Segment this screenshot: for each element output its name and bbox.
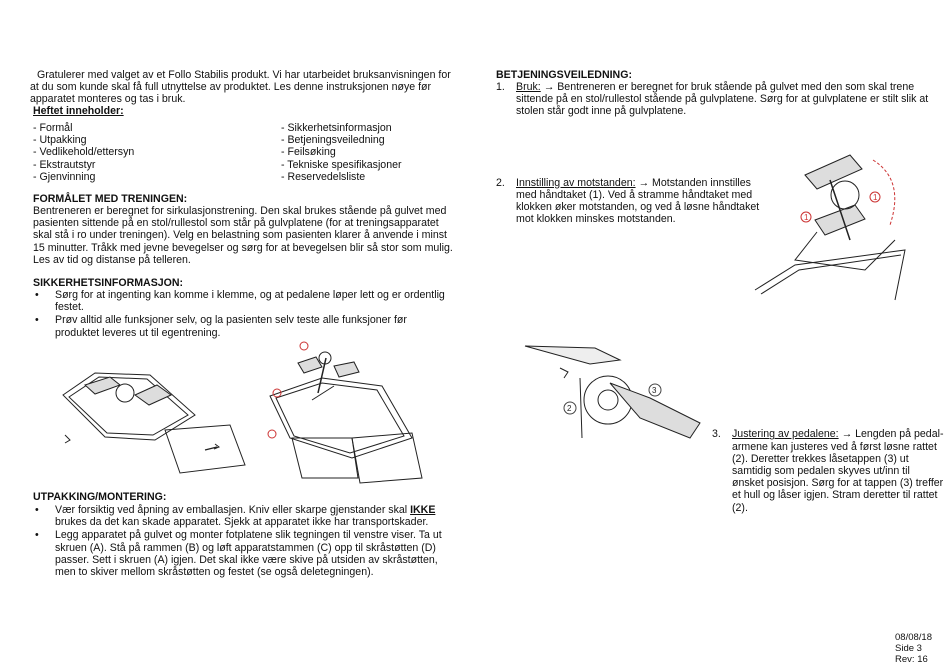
unpack-heading: UTPAKKING/MONTERING:: [33, 491, 167, 503]
frame-drawing-a: [55, 355, 255, 485]
contents-item: - Formål: [33, 122, 73, 134]
bullet: •: [35, 314, 39, 327]
unpack-list: [33, 504, 451, 578]
contents-item: - Reservedelsliste: [281, 170, 366, 183]
footer-revision: Rev: 16: [895, 654, 928, 665]
callout-1: 1: [873, 193, 878, 202]
step-label: Bruk:: [516, 81, 541, 93]
purpose-heading: FORMÅLET MED TRENINGEN:: [33, 193, 188, 205]
step-text: Lengden på pedal-armene kan justeres ved å først løsne rattet (2). Deretter trekkes låsetappen (3) ut samtidig som pedalen skyves ut/inn til ønsket posisjon. Sørg for at tappen (3) treffer et hull og låser igjen. Stram deretter til rattet (2).: [732, 428, 944, 514]
step-text: Bentreneren er beregnet for bruk stående på gulvet med den som skal trene sittende på en stol/rullestol stående på gulvplatene. Sørg for at gulvplatene er stilt slik at stolen står godt inne på gulvplatene.: [516, 81, 929, 118]
step-3: [712, 428, 944, 513]
contents-item: - Gjenvinning: [33, 170, 96, 183]
purpose-paragraph: Bentreneren er beregnet for sirkulasjonstrening. Den skal brukes stående på gulvet med pasienten sittende på en stol/rullestol som står på gulvplatene (for at treningsapparatet skal stå i ro under treningen). Velg en belastning som pasienten klarer å anvende i minst 15 minutter. Tråkk med jevne bevegelser og sørg for at bevegelsen blir så stor som mulig. Les av tid og distanse på telleren.: [33, 205, 453, 266]
callout-3: 3: [652, 386, 657, 395]
bullet: •: [35, 529, 39, 542]
step-number: 1.: [496, 81, 505, 93]
bullet: •: [35, 289, 39, 301]
step-label: Innstilling av motstanden:: [516, 176, 636, 189]
callout-1: 1: [804, 213, 809, 222]
operation-heading: BETJENINGSVEILEDNING:: [496, 69, 632, 81]
unpack-item: • Vær forsiktig ved åpning av emballasjen. Kniv eller skarpe gjenstander skal IKKE brukes da det kan skade apparatet. Sjekk at apparatet ikke har transportskader.: [35, 504, 436, 529]
arrow-icon: →: [841, 428, 853, 441]
callout-2: 2: [567, 404, 572, 413]
resistance-drawing: [755, 140, 935, 315]
contents-item: - Vedlikehold/ettersyn: [33, 146, 135, 159]
intro-paragraph: Gratulerer med valget av et Follo Stabilis produkt. Vi har utarbeidet bruksanvisningen for at du som kunde skal få full utnyttelse av produktet. Les denne instruksjonen nøye før apparatet monteres og tas i bruk.: [30, 69, 451, 106]
contents-list: [33, 122, 461, 183]
contents-heading: Heftet inneholder:: [33, 105, 124, 117]
step-text: Motstanden innstilles med håndtaket (1). Ved å stramme håndtaket med klokken øker motstanden, og ved å løsne håndtaket mot klokken minskes motstanden.: [516, 176, 760, 226]
bullet: •: [35, 504, 39, 516]
frame-drawing-b: [262, 338, 432, 488]
footer-page: Side 3: [895, 643, 922, 654]
contents-item: - Ekstrautstyr: [33, 158, 96, 171]
footer: [895, 632, 932, 665]
contents-item: - Sikkerhetsinformasjon: [281, 122, 392, 134]
contents-item: - Feilsøking: [281, 146, 336, 159]
step-2: [496, 177, 771, 226]
arrow-icon: →: [638, 176, 650, 189]
contents-item: - Utpakking: [33, 134, 87, 147]
contents-item: - Tekniske spesifikasjoner: [281, 158, 402, 171]
arrow-icon: →: [543, 81, 555, 93]
step-number: 2.: [496, 176, 505, 189]
contents-item: - Betjeningsveiledning: [281, 134, 385, 147]
safety-item: • Prøv alltid alle funksjoner selv, og la pasienten selv teste alle funksjoner før produktet leveres ut til egentrening.: [35, 314, 407, 339]
step-1: [496, 81, 946, 118]
step-label: Justering av pedalene:: [732, 428, 839, 441]
ikke-emphasis: IKKE: [410, 504, 436, 516]
pedal-drawing: [520, 338, 705, 453]
footer-date: 08/08/18: [895, 632, 932, 643]
safety-item: • Sørg for at ingenting kan komme i klemme, og at pedalene løper lett og er ordentlig festet.: [35, 289, 445, 314]
step-number: 3.: [712, 428, 721, 441]
unpack-item: • Legg apparatet på gulvet og monter fotplatene slik tegningen til venstre viser. Ta ut skruen (A). Stå på rammen (B) og løft apparatstammen (C) opp til skråstøtten (D) passer. Sett i skruen (A) igjen. Det skal ikke være skive på utsiden av skråstøtten, men to skiver mellom skråstøtten og festet (se også deletegningen).: [35, 529, 442, 579]
safety-list: [33, 289, 451, 339]
safety-heading: SIKKERHETSINFORMASJON:: [33, 277, 184, 289]
